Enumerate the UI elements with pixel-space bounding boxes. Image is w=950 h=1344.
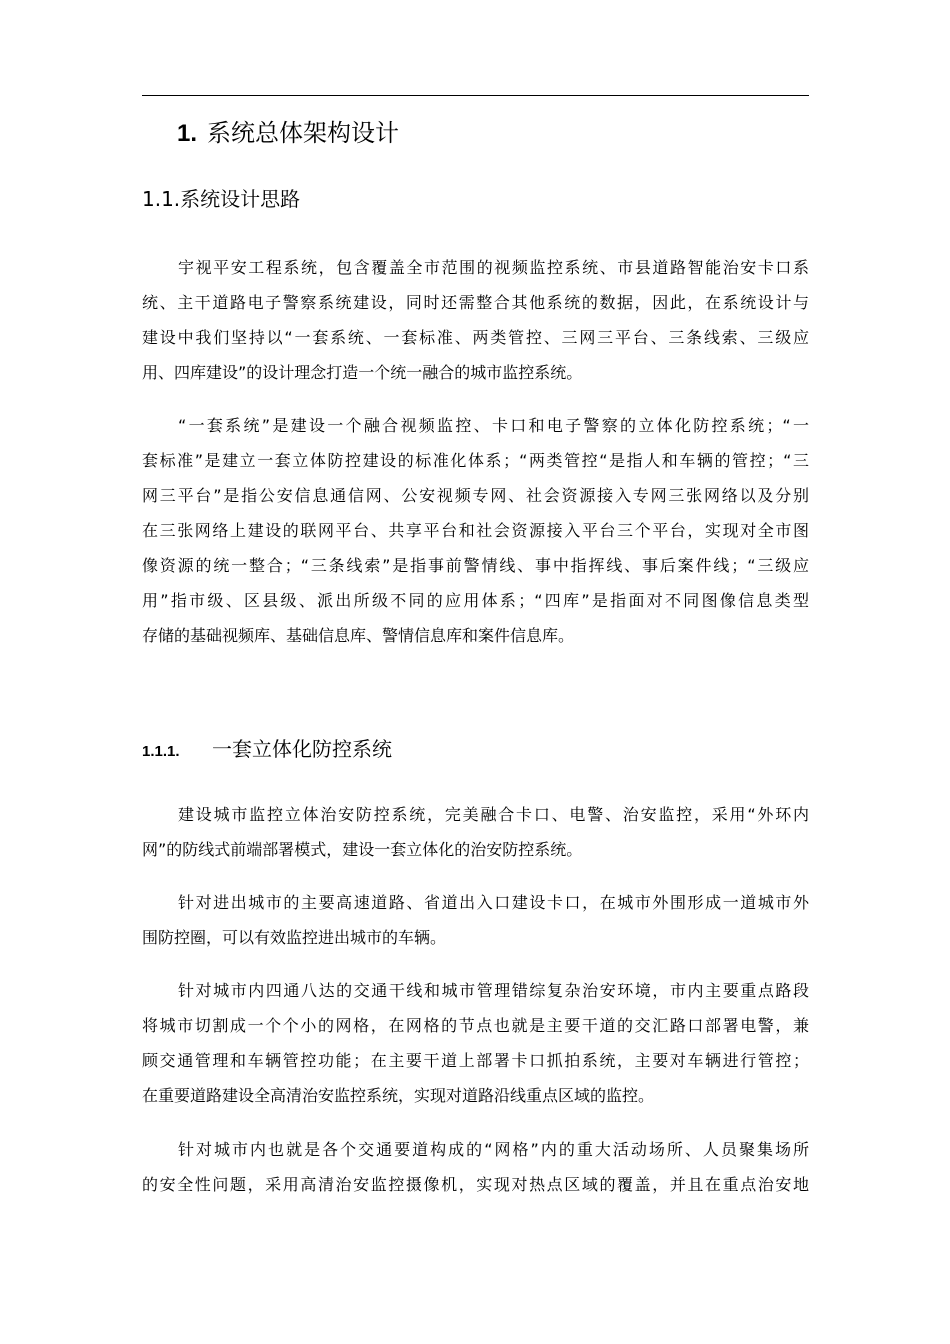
paragraph-line: 像资源的统一整合；“三条线索”是指事前警情线、事中指挥线、事后案件线；“三级应 <box>142 556 809 575</box>
heading-3-title: 一套立体化防控系统 <box>212 737 392 761</box>
paragraph-line: 建设中我们坚持以“一套系统、一套标准、两类管控、三网三平台、三条线索、三级应 <box>142 328 809 347</box>
paragraph-line: 在重要道路建设全高清治安监控系统，实现对道路沿线重点区域的监控。 <box>142 1086 655 1105</box>
paragraph-line: 宇视平安工程系统，包含覆盖全市范围的视频监控系统、市县道路智能治安卡口系 <box>178 258 809 277</box>
paragraph-hotspot-coverage <box>142 1132 809 1202</box>
paragraph-line: 的安全性问题，采用高清治安监控摄像机，实现对热点区域的覆盖，并且在重点治安地 <box>142 1175 809 1194</box>
paragraph-inner-grid <box>142 973 809 1113</box>
paragraph-line: 针对进出城市的主要高速道路、省道出入口建设卡口，在城市外围形成一道城市外 <box>178 893 809 912</box>
heading-3-number: 1.1.1. <box>142 743 180 760</box>
paragraph-line: 建设城市监控立体治安防控系统，完美融合卡口、电警、治安监控，采用“外环内 <box>178 805 809 824</box>
paragraph-design-concepts <box>142 408 809 653</box>
paragraph-line: 针对城市内四通八达的交通干线和城市管理错综复杂治安环境，市内主要重点路段 <box>178 981 809 1000</box>
paragraph-outer-ring <box>142 885 809 955</box>
paragraph-line: 网三平台”是指公安信息通信网、公安视频专网、社会资源接入专网三张网络以及分别 <box>142 486 809 505</box>
paragraph-integrated-system <box>142 797 809 867</box>
paragraph-line: 统、主干道路电子警察系统建设，同时还需整合其他系统的数据，因此，在系统设计与 <box>142 293 809 312</box>
heading-1-title: 系统总体架构设计 <box>207 119 400 147</box>
paragraph-line: 针对城市内也就是各个交通要道构成的“网格”内的重大活动场所、人员聚集场所 <box>178 1140 809 1159</box>
paragraph-line: 顾交通管理和车辆管控功能；在主要干道上部署卡口抓拍系统，主要对车辆进行管控； <box>142 1051 809 1070</box>
heading-1-number: 1. <box>177 120 198 147</box>
header-rule <box>142 95 809 96</box>
paragraph-line: 存储的基础视频库、基础信息库、警情信息库和案件信息库。 <box>142 626 575 645</box>
heading-2 <box>142 184 300 214</box>
paragraph-line: 用、四库建设”的设计理念打造一个统一融合的城市监控系统。 <box>142 363 583 382</box>
paragraph-line: 在三张网络上建设的联网平台、共享平台和社会资源接入平台三个平台，实现对全市图 <box>142 521 809 540</box>
paragraph-line: “一套系统”是建设一个融合视频监控、卡口和电子警察的立体化防控系统；“一 <box>178 416 809 435</box>
heading-2-title: 1.1.系统设计思路 <box>142 187 301 211</box>
paragraph-line: 用”指市级、区县级、派出所级不同的应用体系；“四库”是指面对不同图像信息类型 <box>142 591 809 610</box>
paragraph-line: 套标准”是建立一套立体防控建设的标准化体系；“两类管控“是指人和车辆的管控；“三 <box>142 451 809 470</box>
paragraph-line: 围防控圈，可以有效监控进出城市的车辆。 <box>142 928 447 947</box>
heading-3 <box>142 734 392 767</box>
heading-1 <box>177 116 399 151</box>
paragraph-line: 网”的防线式前端部署模式，建设一套立体化的治安防控系统。 <box>142 840 583 859</box>
paragraph-design-overview <box>142 250 809 390</box>
paragraph-line: 将城市切割成一个个小的网格，在网格的节点也就是主要干道的交汇路口部署电警，兼 <box>142 1016 809 1035</box>
